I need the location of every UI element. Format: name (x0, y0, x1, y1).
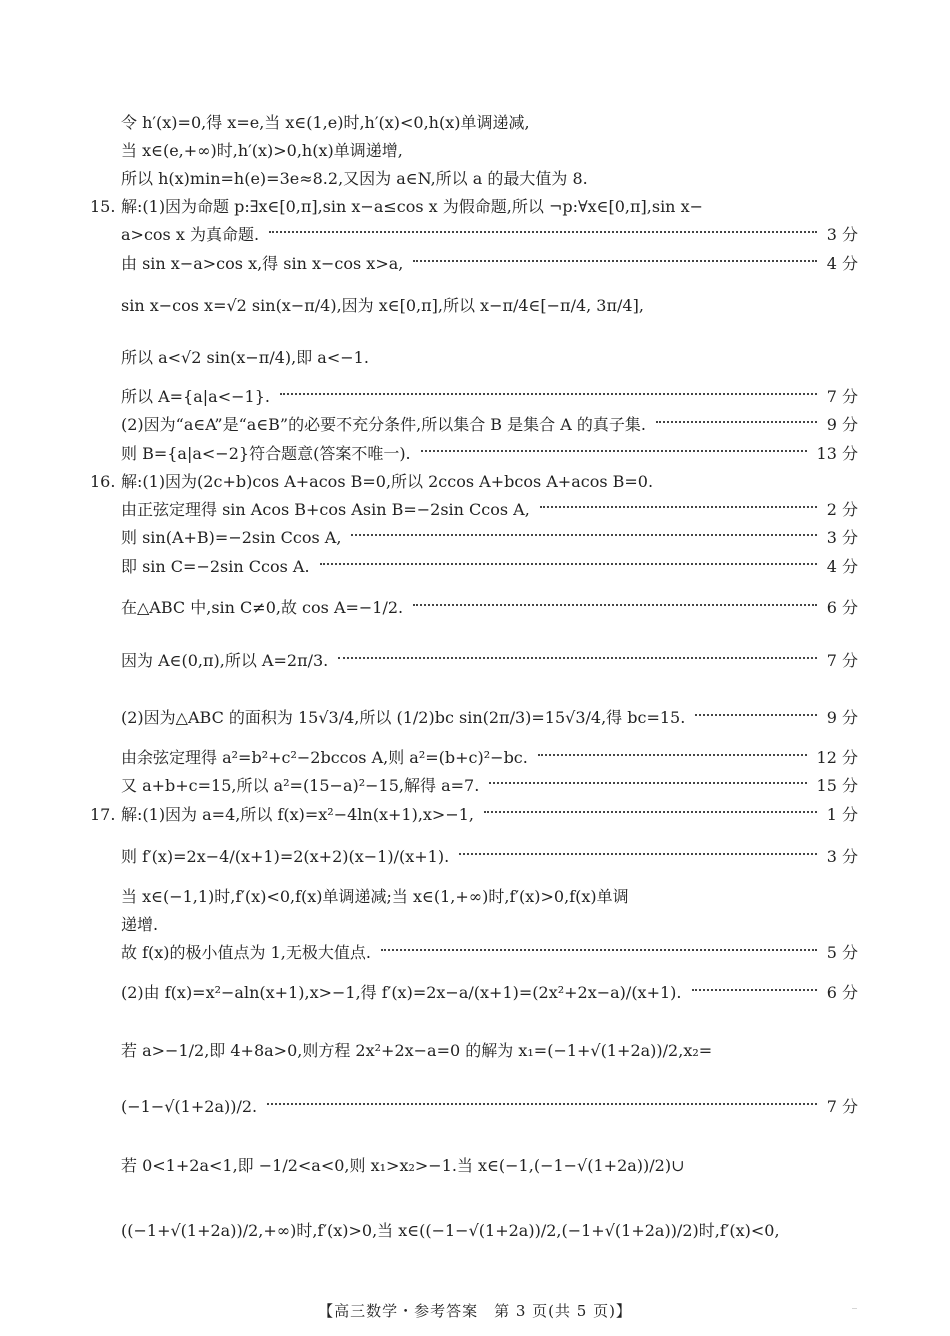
dot-leader (351, 534, 816, 536)
solution-line (121, 597, 858, 619)
page-footer: 【高三数学・参考答案 第 3 页(共 5 页)】 (318, 1302, 632, 1320)
score-label: 5 分 (826, 943, 858, 962)
line-text: 由正弦定理得 sin Acos B+cos Asin B=−2sin Ccos A, (121, 500, 530, 519)
dot-leader (267, 1103, 817, 1105)
dot-leader (538, 754, 807, 756)
line-text: 在△ABC 中,sin C≠0,故 cos A=−1/2. (121, 598, 404, 617)
dot-leader (413, 260, 816, 262)
score-label: 12 分 (816, 748, 858, 767)
dot-leader (413, 604, 817, 606)
solution-line (121, 140, 858, 162)
solution-line (121, 982, 858, 1004)
dot-leader (320, 563, 817, 565)
line-text: 所以 h(x)min=h(e)=3e≈8.2,又因为 a∈N,所以 a 的最大值为 8. (121, 169, 588, 188)
line-text: 即 sin C=−2sin Ccos A. (121, 557, 310, 576)
solution-line (121, 224, 858, 246)
solution-line (121, 499, 858, 521)
solution-line (121, 253, 858, 275)
line-text: 因为 A∈(0,π),所以 A=2π/3. (121, 651, 329, 670)
dot-leader (280, 393, 817, 395)
score-label: 7 分 (826, 651, 858, 670)
score-label: 1 分 (826, 805, 858, 824)
solution-line (121, 295, 858, 317)
line-text: (2)因为△ABC 的面积为 15√3/4,所以 (1/2)bc sin(2π/3)=15√3/4,得 bc=15. (121, 708, 686, 727)
score-label: 6 分 (826, 598, 858, 617)
dot-leader (484, 811, 817, 813)
solution-line (121, 707, 858, 729)
solution-line (121, 942, 858, 964)
line-text: 若 0<1+2a<1,即 −1/2<a<0,则 x₁>x₂>−1.当 x∈(−1,(−1−√(1+2a))/2)∪ (121, 1156, 685, 1175)
solution-line (121, 747, 858, 769)
solution-line (121, 112, 858, 134)
dot-leader (489, 782, 806, 784)
solution-line (121, 914, 858, 936)
score-label: 3 分 (826, 847, 858, 866)
solution-line (121, 1096, 858, 1118)
dot-leader (421, 450, 807, 452)
line-text: a>cos x 为真命题. (121, 225, 260, 244)
solution-line (121, 386, 858, 408)
problem-number: 17. (90, 805, 116, 824)
dot-leader (459, 853, 817, 855)
line-text: 当 x∈(e,+∞)时,h′(x)>0,h(x)单调递增, (121, 141, 403, 160)
line-text: (−1−√(1+2a))/2. (121, 1097, 258, 1116)
solution-line (121, 1155, 858, 1177)
line-text: ((−1+√(1+2a))/2,+∞)时,f′(x)>0,当 x∈((−1−√(1+2a))/2,(−1+√(1+2a))/2)时,f′(x)<0, (121, 1221, 780, 1240)
dot-leader (381, 949, 817, 951)
line-text: 由余弦定理得 a²=b²+c²−2bccos A,则 a²=(b+c)²−bc. (121, 748, 528, 767)
line-text: (2)因为“a∈A”是“a∈B”的必要不充分条件,所以集合 B 是集合 A 的真子集. (121, 415, 646, 434)
score-label: 2 分 (826, 500, 858, 519)
solution-line (121, 556, 858, 578)
score-label: 3 分 (826, 528, 858, 547)
solution-line (121, 1040, 858, 1062)
solution-line (121, 1220, 858, 1242)
score-label: 9 分 (826, 415, 858, 434)
line-text: 当 x∈(−1,1)时,f′(x)<0,f(x)单调递减;当 x∈(1,+∞)时,f′(x)>0,f(x)单调 (121, 887, 629, 906)
line-text: 则 B={a|a<−2}符合题意(答案不唯一). (121, 444, 411, 463)
line-text: 解:(1)因为命题 p:∃x∈[0,π],sin x−a≤cos x 为假命题,所以 ¬p:∀x∈[0,π],sin x− (121, 197, 704, 216)
line-text: 又 a+b+c=15,所以 a²=(15−a)²−15,解得 a=7. (121, 776, 480, 795)
problem-number: 15. (90, 197, 116, 216)
dot-leader (269, 231, 817, 233)
line-text: 令 h′(x)=0,得 x=e,当 x∈(1,e)时,h′(x)<0,h(x)单调递减, (121, 113, 530, 132)
line-text: 故 f(x)的极小值点为 1,无极大值点. (121, 943, 371, 962)
solution-line (121, 168, 858, 190)
line-text: 解:(1)因为 a=4,所以 f(x)=x²−4ln(x+1),x>−1, (121, 805, 475, 824)
line-text: sin x−cos x=√2 sin(x−π/4),因为 x∈[0,π],所以 x−π/4∈[−π/4, 3π/4], (121, 296, 644, 315)
problem-number: 16. (90, 472, 116, 491)
line-text: (2)由 f(x)=x²−aln(x+1),x>−1,得 f′(x)=2x−a/(x+1)=(2x²+2x−a)/(x+1). (121, 983, 682, 1002)
solution-line (121, 804, 858, 826)
line-text: 所以 A={a|a<−1}. (121, 387, 270, 406)
score-label: 6 分 (826, 983, 858, 1002)
score-label: 3 分 (826, 225, 858, 244)
score-label: 4 分 (826, 254, 858, 273)
dot-leader (656, 421, 817, 423)
solution-line (121, 650, 858, 672)
corner-mark: _ (852, 1298, 857, 1309)
line-text: 递增. (121, 915, 159, 934)
score-label: 9 分 (826, 708, 858, 727)
score-label: 13 分 (816, 444, 858, 463)
score-label: 7 分 (826, 1097, 858, 1116)
solution-line (121, 196, 858, 218)
score-label: 15 分 (816, 776, 858, 795)
line-text: 解:(1)因为(2c+b)cos A+acos B=0,所以 2ccos A+bcos A+acos B=0. (121, 472, 654, 491)
solution-line (121, 443, 858, 465)
solution-line (121, 775, 858, 797)
line-text: 由 sin x−a>cos x,得 sin x−cos x>a, (121, 254, 404, 273)
dot-leader (692, 989, 817, 991)
score-label: 4 分 (826, 557, 858, 576)
dot-leader (338, 657, 816, 659)
solution-line (121, 471, 858, 493)
line-text: 若 a>−1/2,即 4+8a>0,则方程 2x²+2x−a=0 的解为 x₁=(−1+√(1+2a))/2,x₂= (121, 1041, 713, 1060)
solution-line (121, 347, 858, 369)
solution-line (121, 846, 858, 868)
score-label: 7 分 (826, 387, 858, 406)
solution-line (121, 414, 858, 436)
dot-leader (695, 714, 816, 716)
solution-line (121, 527, 858, 549)
dot-leader (540, 506, 817, 508)
solution-line (121, 886, 858, 908)
line-text: 则 sin(A+B)=−2sin Ccos A, (121, 528, 342, 547)
line-text: 所以 a<√2 sin(x−π/4),即 a<−1. (121, 348, 369, 367)
line-text: 则 f′(x)=2x−4/(x+1)=2(x+2)(x−1)/(x+1). (121, 847, 450, 866)
